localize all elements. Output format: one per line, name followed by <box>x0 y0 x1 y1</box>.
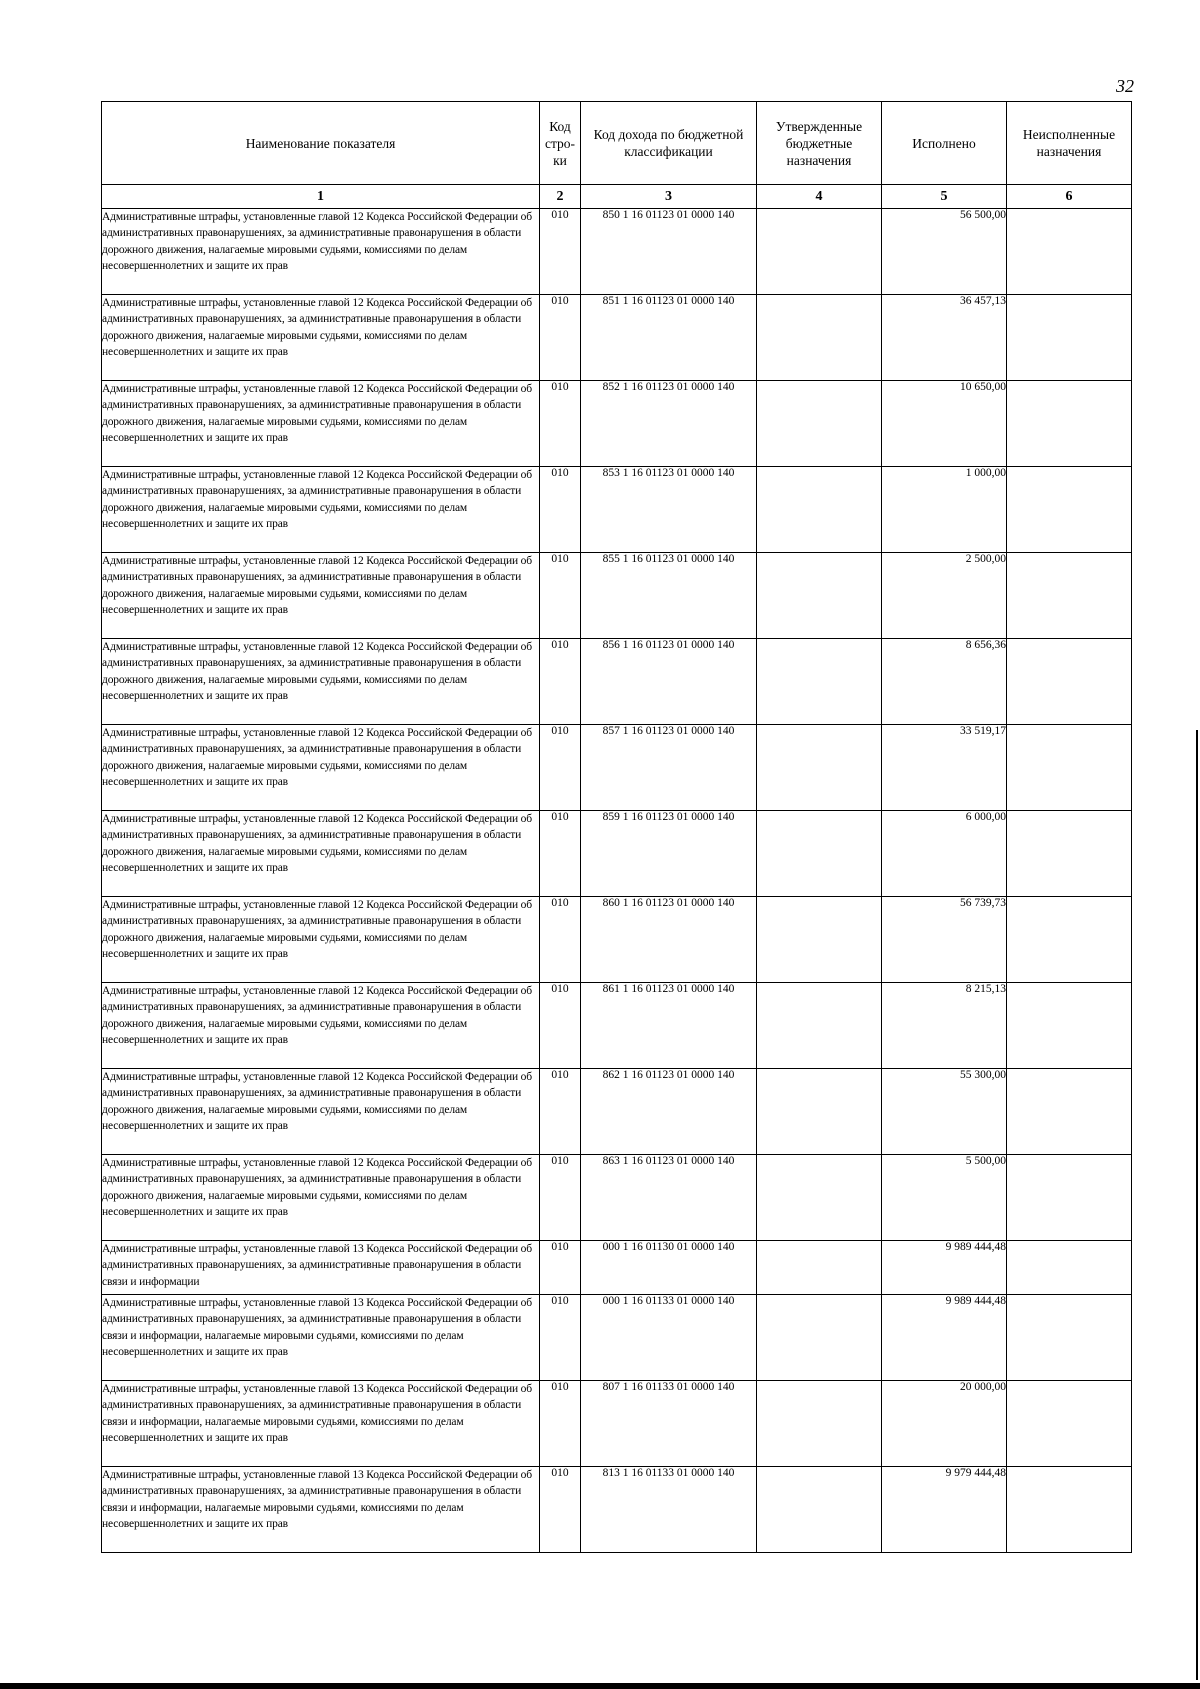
unexecuted-cell <box>1007 983 1132 1069</box>
line-code-cell: 010 <box>540 1069 581 1155</box>
income-code-cell: 853 1 16 01123 01 0000 140 <box>581 467 757 553</box>
executed-cell: 33 519,17 <box>882 725 1007 811</box>
income-code-cell: 855 1 16 01123 01 0000 140 <box>581 553 757 639</box>
executed-cell: 1 000,00 <box>882 467 1007 553</box>
table-row <box>102 1467 1132 1553</box>
line-code-cell: 010 <box>540 1295 581 1381</box>
table-row <box>102 639 1132 725</box>
income-code-cell: 807 1 16 01133 01 0000 140 <box>581 1381 757 1467</box>
executed-cell: 56 500,00 <box>882 209 1007 295</box>
table-body <box>102 209 1132 1553</box>
unexecuted-cell <box>1007 1241 1132 1295</box>
income-code-cell: 813 1 16 01133 01 0000 140 <box>581 1467 757 1553</box>
scan-bottom-border <box>0 1683 1200 1689</box>
income-code-cell: 861 1 16 01123 01 0000 140 <box>581 983 757 1069</box>
scan-edge-line <box>1196 730 1198 1680</box>
line-code-cell: 010 <box>540 1241 581 1295</box>
unexecuted-cell <box>1007 725 1132 811</box>
line-code-cell: 010 <box>540 295 581 381</box>
executed-cell: 5 500,00 <box>882 1155 1007 1241</box>
table-row <box>102 725 1132 811</box>
indicator-name-cell: Административные штрафы, установленные главой 12 Кодекса Российской Федерации об административных правонарушениях, за административные правонарушения в области дорожного движения, налагаемые мировыми судьями, комиссиями по делам несовершеннолетних и защите их прав <box>102 295 540 381</box>
line-code-cell: 010 <box>540 209 581 295</box>
income-code-cell: 850 1 16 01123 01 0000 140 <box>581 209 757 295</box>
executed-cell: 8 215,13 <box>882 983 1007 1069</box>
approved-cell <box>757 381 882 467</box>
column-number: 3 <box>581 185 757 209</box>
header-executed: Исполнено <box>882 102 1007 185</box>
unexecuted-cell <box>1007 381 1132 467</box>
table-row <box>102 553 1132 639</box>
income-code-cell: 860 1 16 01123 01 0000 140 <box>581 897 757 983</box>
income-code-cell: 857 1 16 01123 01 0000 140 <box>581 725 757 811</box>
approved-cell <box>757 553 882 639</box>
unexecuted-cell <box>1007 639 1132 725</box>
executed-cell: 9 989 444,48 <box>882 1295 1007 1381</box>
table-row <box>102 381 1132 467</box>
table-row <box>102 209 1132 295</box>
executed-cell: 36 457,13 <box>882 295 1007 381</box>
income-code-cell: 863 1 16 01123 01 0000 140 <box>581 1155 757 1241</box>
indicator-name-cell: Административные штрафы, установленные главой 12 Кодекса Российской Федерации об административных правонарушениях, за административные правонарушения в области дорожного движения, налагаемые мировыми судьями, комиссиями по делам несовершеннолетних и защите их прав <box>102 381 540 467</box>
approved-cell <box>757 811 882 897</box>
unexecuted-cell <box>1007 553 1132 639</box>
unexecuted-cell <box>1007 811 1132 897</box>
revenue-execution-table <box>101 101 1132 1553</box>
approved-cell <box>757 1241 882 1295</box>
indicator-name-cell: Административные штрафы, установленные главой 13 Кодекса Российской Федерации об административных правонарушениях, за административные правонарушения в области связи и информации, налагаемые мировыми судьями, комиссиями по делам несовершеннолетних и защите их прав <box>102 1467 540 1553</box>
executed-cell: 2 500,00 <box>882 553 1007 639</box>
line-code-cell: 010 <box>540 553 581 639</box>
header-unexecuted: Неисполненные назначения <box>1007 102 1132 185</box>
table-row <box>102 983 1132 1069</box>
table-row <box>102 1155 1132 1241</box>
unexecuted-cell <box>1007 1295 1132 1381</box>
indicator-name-cell: Административные штрафы, установленные главой 12 Кодекса Российской Федерации об административных правонарушениях, за административные правонарушения в области дорожного движения, налагаемые мировыми судьями, комиссиями по делам несовершеннолетних и защите их прав <box>102 553 540 639</box>
income-code-cell: 000 1 16 01133 01 0000 140 <box>581 1295 757 1381</box>
indicator-name-cell: Административные штрафы, установленные главой 12 Кодекса Российской Федерации об административных правонарушениях, за административные правонарушения в области дорожного движения, налагаемые мировыми судьями, комиссиями по делам несовершеннолетних и защите их прав <box>102 983 540 1069</box>
column-number: 5 <box>882 185 1007 209</box>
executed-cell: 10 650,00 <box>882 381 1007 467</box>
indicator-name-cell: Административные штрафы, установленные главой 12 Кодекса Российской Федерации об административных правонарушениях, за административные правонарушения в области дорожного движения, налагаемые мировыми судьями, комиссиями по делам несовершеннолетних и защите их прав <box>102 1069 540 1155</box>
column-number: 2 <box>540 185 581 209</box>
income-code-cell: 852 1 16 01123 01 0000 140 <box>581 381 757 467</box>
unexecuted-cell <box>1007 209 1132 295</box>
indicator-name-cell: Административные штрафы, установленные главой 12 Кодекса Российской Федерации об административных правонарушениях, за административные правонарушения в области дорожного движения, налагаемые мировыми судьями, комиссиями по делам несовершеннолетних и защите их прав <box>102 897 540 983</box>
table-row <box>102 811 1132 897</box>
approved-cell <box>757 725 882 811</box>
header-approved: Утвержденные бюджетные назначения <box>757 102 882 185</box>
line-code-cell: 010 <box>540 381 581 467</box>
table-row <box>102 1381 1132 1467</box>
indicator-name-cell: Административные штрафы, установленные главой 13 Кодекса Российской Федерации об административных правонарушениях, за административные правонарушения в области связи и информации, налагаемые мировыми судьями, комиссиями по делам несовершеннолетних и защите их прав <box>102 1295 540 1381</box>
approved-cell <box>757 295 882 381</box>
column-number: 4 <box>757 185 882 209</box>
executed-cell: 20 000,00 <box>882 1381 1007 1467</box>
table-row <box>102 467 1132 553</box>
income-code-cell: 862 1 16 01123 01 0000 140 <box>581 1069 757 1155</box>
column-number: 6 <box>1007 185 1132 209</box>
page-number: 32 <box>1116 76 1134 96</box>
income-code-cell: 859 1 16 01123 01 0000 140 <box>581 811 757 897</box>
line-code-cell: 010 <box>540 725 581 811</box>
approved-cell <box>757 1381 882 1467</box>
unexecuted-cell <box>1007 295 1132 381</box>
executed-cell: 6 000,00 <box>882 811 1007 897</box>
line-code-cell: 010 <box>540 1381 581 1467</box>
table-row <box>102 1241 1132 1295</box>
approved-cell <box>757 983 882 1069</box>
approved-cell <box>757 639 882 725</box>
indicator-name-cell: Административные штрафы, установленные главой 13 Кодекса Российской Федерации об административных правонарушениях, за административные правонарушения в области связи и информации, налагаемые мировыми судьями, комиссиями по делам несовершеннолетних и защите их прав <box>102 1381 540 1467</box>
approved-cell <box>757 1295 882 1381</box>
approved-cell <box>757 209 882 295</box>
header-line-code: Код стро- ки <box>540 102 581 185</box>
indicator-name-cell: Административные штрафы, установленные главой 12 Кодекса Российской Федерации об административных правонарушениях, за административные правонарушения в области дорожного движения, налагаемые мировыми судьями, комиссиями по делам несовершеннолетних и защите их прав <box>102 725 540 811</box>
table-row <box>102 897 1132 983</box>
line-code-cell: 010 <box>540 811 581 897</box>
approved-cell <box>757 1069 882 1155</box>
line-code-cell: 010 <box>540 897 581 983</box>
unexecuted-cell <box>1007 1467 1132 1553</box>
line-code-cell: 010 <box>540 983 581 1069</box>
approved-cell <box>757 1155 882 1241</box>
column-number: 1 <box>102 185 540 209</box>
header-income-code: Код дохода по бюджетной классификации <box>581 102 757 185</box>
table-row <box>102 1295 1132 1381</box>
executed-cell: 9 979 444,48 <box>882 1467 1007 1553</box>
indicator-name-cell: Административные штрафы, установленные главой 12 Кодекса Российской Федерации об административных правонарушениях, за административные правонарушения в области дорожного движения, налагаемые мировыми судьями, комиссиями по делам несовершеннолетних и защите их прав <box>102 639 540 725</box>
indicator-name-cell: Административные штрафы, установленные главой 12 Кодекса Российской Федерации об административных правонарушениях, за административные правонарушения в области дорожного движения, налагаемые мировыми судьями, комиссиями по делам несовершеннолетних и защите их прав <box>102 209 540 295</box>
indicator-name-cell: Административные штрафы, установленные главой 13 Кодекса Российской Федерации об административных правонарушениях, за административные правонарушения в области связи и информации <box>102 1241 540 1295</box>
unexecuted-cell <box>1007 1069 1132 1155</box>
income-code-cell: 851 1 16 01123 01 0000 140 <box>581 295 757 381</box>
indicator-name-cell: Административные штрафы, установленные главой 12 Кодекса Российской Федерации об административных правонарушениях, за административные правонарушения в области дорожного движения, налагаемые мировыми судьями, комиссиями по делам несовершеннолетних и защите их прав <box>102 1155 540 1241</box>
indicator-name-cell: Административные штрафы, установленные главой 12 Кодекса Российской Федерации об административных правонарушениях, за административные правонарушения в области дорожного движения, налагаемые мировыми судьями, комиссиями по делам несовершеннолетних и защите их прав <box>102 467 540 553</box>
line-code-cell: 010 <box>540 639 581 725</box>
column-number-row <box>102 185 1132 209</box>
executed-cell: 8 656,36 <box>882 639 1007 725</box>
table-header-row <box>102 102 1132 185</box>
executed-cell: 56 739,73 <box>882 897 1007 983</box>
executed-cell: 9 989 444,48 <box>882 1241 1007 1295</box>
executed-cell: 55 300,00 <box>882 1069 1007 1155</box>
approved-cell <box>757 897 882 983</box>
unexecuted-cell <box>1007 467 1132 553</box>
income-code-cell: 000 1 16 01130 01 0000 140 <box>581 1241 757 1295</box>
income-code-cell: 856 1 16 01123 01 0000 140 <box>581 639 757 725</box>
table-row <box>102 1069 1132 1155</box>
unexecuted-cell <box>1007 1155 1132 1241</box>
approved-cell <box>757 467 882 553</box>
approved-cell <box>757 1467 882 1553</box>
line-code-cell: 010 <box>540 1155 581 1241</box>
table-row <box>102 295 1132 381</box>
indicator-name-cell: Административные штрафы, установленные главой 12 Кодекса Российской Федерации об административных правонарушениях, за административные правонарушения в области дорожного движения, налагаемые мировыми судьями, комиссиями по делам несовершеннолетних и защите их прав <box>102 811 540 897</box>
unexecuted-cell <box>1007 1381 1132 1467</box>
line-code-cell: 010 <box>540 467 581 553</box>
header-name: Наименование показателя <box>102 102 540 185</box>
unexecuted-cell <box>1007 897 1132 983</box>
line-code-cell: 010 <box>540 1467 581 1553</box>
